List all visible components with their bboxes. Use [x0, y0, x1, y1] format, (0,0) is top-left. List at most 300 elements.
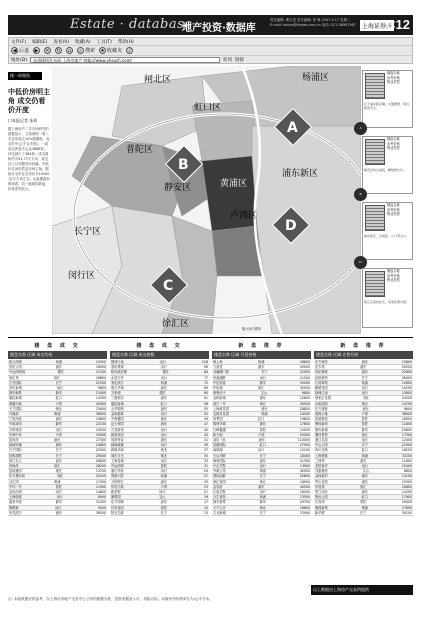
table-cell: 浦东 — [361, 360, 368, 364]
table-cell: 新梅共和 — [111, 448, 124, 453]
table-cell: 滨江一号 — [213, 401, 226, 406]
district-label: 闸北区 — [144, 75, 172, 85]
district-label: 长宁区 — [74, 227, 102, 237]
pin-letter: B — [178, 157, 189, 173]
table-cell: 中信泰富 — [213, 380, 226, 385]
listing-price: 参考价格 — [387, 207, 400, 212]
table-cell: 森林湖 — [213, 448, 223, 453]
table-cell: 28800 — [299, 406, 310, 411]
table-cell: 40500 — [299, 484, 310, 489]
listing-card[interactable] — [362, 70, 413, 128]
table-cell: 浦东 — [259, 396, 266, 401]
home-icon: ⌂ — [67, 48, 72, 54]
table-cell: 21500 — [95, 380, 106, 385]
listing-desc: 静安区核心地段，精装修交付。 — [364, 168, 407, 172]
table-row — [314, 511, 413, 516]
table-body — [212, 360, 311, 516]
table-cell: 浦东 — [258, 438, 265, 443]
table-cell: 普陀 — [259, 427, 266, 432]
table-cell: 12600 — [401, 380, 412, 385]
listing-card[interactable] — [362, 268, 413, 328]
table-cell: 浦东 — [361, 474, 368, 479]
table-cell: 16800 — [299, 505, 310, 510]
table-cell: 闵行 — [55, 427, 62, 432]
table-cell: 闸北 — [55, 406, 62, 411]
table-cell: 徐家汇花园 — [315, 396, 331, 401]
table-cell: 浦东 — [55, 443, 62, 448]
table-cell: 12500 — [95, 360, 106, 364]
table-cell: 闵行 — [160, 427, 168, 432]
forward-button[interactable] — [33, 47, 40, 54]
table-cell: 23400 — [95, 391, 106, 396]
table-cell: 13700 — [95, 469, 106, 474]
favorites-label: 收藏夹 — [107, 48, 123, 54]
table-cell: 闸北 — [259, 505, 266, 510]
table-cell: 普陀 — [57, 370, 64, 375]
table-cell: 22800 — [401, 370, 412, 375]
listing-card[interactable] — [362, 202, 413, 260]
table-cell: 金地格林 — [111, 412, 124, 417]
table-cell: 浦东 — [259, 422, 266, 427]
table-cell: 杨浦 — [259, 495, 266, 500]
table-cell: 33200 — [401, 453, 412, 458]
table-cell: 45 — [203, 427, 208, 432]
district-label: 徐汇区 — [162, 319, 190, 329]
table-cell: 漕河景苑 — [315, 432, 328, 437]
table-cell: 闵行 — [361, 386, 368, 391]
table-cell: 浦东 — [360, 365, 367, 370]
table-cell: 19800 — [299, 417, 310, 422]
column-body: 据上海房产二手市场研究的数据显示，上周城郊一周二手住房成交10%数据报。北京的中心(不含市郊)，一周成交涉及中心达3688套，环比减少了384套。成交面积约为31.77平方米，成交达上月同期有所回落。中低价位房仍然是市场主角。据统计全市住宅均价为14000元/平方米左右。从某楼盘价格来看，同一地段的新盘，价格差异较大。 — [8, 127, 50, 191]
search-icon: ⌕ — [77, 47, 84, 54]
table-cell: 23 — [203, 484, 208, 489]
table-cell: 12900 — [95, 484, 106, 489]
building-photo — [365, 139, 385, 165]
table-cell: 徐汇家园 — [213, 479, 226, 484]
masthead-title-cn: 地产投资·数据库 — [182, 23, 256, 34]
table-cell: 27500 — [299, 443, 310, 448]
table-cell: 27 — [203, 474, 208, 479]
table-cell: 锦绣江南 — [111, 360, 124, 364]
table-cell: 古北新城 — [213, 510, 226, 515]
table-cell: 长宁 — [261, 370, 268, 375]
map-credit: 版大师 制图 — [242, 327, 261, 331]
table-cell: 古美新苑 — [111, 427, 124, 432]
favorites-button[interactable] — [99, 47, 122, 54]
table-cell: 浦东 — [361, 479, 368, 484]
table-cell: 27600 — [401, 505, 412, 510]
menu-view[interactable]: 查看(V) — [53, 40, 70, 45]
table-cell: 上海滩花园 — [213, 406, 229, 411]
table-cell: 黄浦 — [361, 453, 368, 458]
column-article — [8, 66, 50, 334]
district-label: 虹口区 — [194, 103, 222, 113]
table-cell: 闸北 — [361, 401, 368, 406]
menu-edit[interactable]: 编辑(E) — [32, 40, 48, 45]
table-cell: 虹口 — [258, 417, 265, 422]
table-cell: 55 — [203, 406, 208, 411]
district-label: 卢湾区 — [230, 211, 258, 221]
table-cell: 浦东 — [55, 510, 62, 515]
table-cell: 普陀 — [361, 417, 368, 422]
table-cell: 65 — [203, 391, 208, 396]
table-cell: 星港国际 — [213, 443, 226, 448]
table-cell: 鲁迅公园 — [315, 495, 328, 500]
table-cell: 尚海湾 — [9, 464, 19, 469]
listing-name: 楼盘名称 — [387, 137, 400, 141]
table-cell: 世纪豪庭 — [315, 370, 328, 375]
address-bar — [9, 55, 412, 64]
table-cell: 中远两湾 — [111, 464, 124, 469]
menu-help[interactable]: 帮助(H) — [117, 40, 134, 45]
table-cell: 百汇园 — [9, 479, 19, 484]
table-cell: 锦绣华城 — [213, 422, 226, 427]
table-cell: 8800 — [403, 469, 412, 474]
menu-file[interactable]: 文件(F) — [11, 40, 27, 45]
table-cell: 中海馨园 — [111, 417, 124, 422]
table-cell: 城市月光 — [111, 453, 124, 458]
forward-icon: ▶ — [34, 48, 39, 54]
table-cell: 16800 — [299, 360, 310, 364]
table-cell: 中企艺墅 — [213, 464, 226, 469]
table-cell: 龙柏新村 — [315, 464, 328, 469]
table-cell: 17300 — [401, 432, 412, 437]
table-cell: 春申景城 — [111, 365, 124, 370]
table-cell: 绿城玫瑰 — [9, 443, 22, 448]
table-cell: 36500 — [95, 510, 106, 515]
toolbar — [9, 45, 412, 55]
table-cell: 浦东 — [258, 484, 265, 489]
table-header: 楼盘名称 区域 成交套数 — [110, 351, 209, 359]
district-label: 浦东新区 — [282, 169, 319, 179]
table-cell: 国际丽都 — [213, 474, 226, 479]
building-photo — [365, 205, 385, 231]
masthead — [8, 15, 413, 35]
listing-badge: D — [354, 256, 367, 269]
table-cell: 16200 — [299, 490, 310, 495]
table-cell: 45000 — [299, 365, 310, 370]
table-cell: 13900 — [299, 464, 310, 469]
table-cell: 47 — [203, 422, 208, 427]
table-cell: 翠湖天地 — [9, 401, 22, 406]
table-cell: 虹口 — [160, 401, 168, 406]
table-cell: 世纪公园 — [9, 365, 22, 370]
table-cell: 闸北 — [55, 469, 62, 474]
table-cell: 19800 — [95, 417, 106, 422]
table-cell: 凯德豪庭 — [315, 417, 328, 422]
table-cell: 星河湾 — [9, 438, 19, 443]
menu-favorites[interactable]: 收藏(A) — [75, 40, 91, 45]
table-body — [8, 360, 107, 516]
table-cell: 闵行 — [160, 432, 168, 437]
table-cell: 静安新城 — [315, 427, 328, 432]
district-label: 黄浦区 — [220, 179, 248, 189]
stop-button[interactable] — [44, 47, 51, 54]
table-cell: 杨浦 — [258, 360, 265, 364]
table-cell: 84 — [203, 370, 208, 375]
pin-letter: C — [163, 278, 174, 294]
table-cell: 浦江名邸 — [315, 438, 328, 443]
table-cell: 梅陇镇 — [9, 505, 19, 510]
table-cell: 闵行 — [160, 365, 168, 370]
table-cell: 静安 — [55, 500, 62, 505]
table-cell: 黄浦 — [54, 479, 61, 484]
table-cell: 复地雅园 — [9, 469, 22, 474]
back-icon: ◀ — [12, 48, 17, 54]
table-cell: 华侨城 — [213, 386, 223, 391]
table-cell: 浦东 — [362, 406, 369, 411]
listing-desc: 徐汇区高档住宅，景观资源丰富。 — [364, 300, 410, 304]
table-cell: 20800 — [401, 484, 412, 489]
table-cell: 110000 — [297, 438, 310, 443]
table-cell: 明天华城 — [111, 386, 124, 391]
table-cell: 中远两湾城 — [9, 370, 25, 375]
table-cell: 12800 — [299, 396, 310, 401]
table-cell: 29000 — [95, 453, 106, 458]
table-cell: 中凯城市 — [9, 422, 22, 427]
table-cell: 浦东 — [160, 396, 168, 401]
links-label[interactable]: 链接 — [234, 58, 244, 63]
pin-letter: D — [285, 218, 297, 234]
table-cell: 天山河畔 — [213, 453, 226, 458]
table-cell: 27500 — [95, 438, 106, 443]
table-cell: 黄浦 — [361, 505, 368, 510]
table-cell: 31 — [203, 464, 208, 469]
table-cell: 金色西郊 — [9, 490, 22, 495]
table-cell: 闵行 — [55, 490, 62, 495]
table-cell: 杨浦 — [160, 380, 168, 385]
table-cell: 阳光名都 — [111, 510, 124, 515]
table-cell: 永和丽园 — [315, 401, 328, 406]
district-map — [52, 66, 361, 334]
table-cell: 25600 — [401, 427, 412, 432]
listing-name: 楼盘名称 — [387, 269, 400, 273]
back-label: 后退 — [19, 48, 30, 54]
table-cell: 22100 — [95, 422, 106, 427]
table-body — [314, 360, 413, 516]
page-number: C12 — [386, 17, 410, 32]
table-cell: 万科假日 — [111, 479, 124, 484]
search-label: 搜索 — [85, 48, 96, 54]
table-cell: 25100 — [95, 474, 106, 479]
table-cell: 宝地东花园 — [213, 412, 229, 417]
table-cell: 浦江华侨 — [111, 469, 124, 474]
table-cell: 闵行 — [361, 464, 368, 469]
building-photo — [365, 271, 385, 297]
table-cell: 莘庄新城 — [9, 386, 22, 391]
table-cell: 128 — [201, 360, 208, 364]
table-cell: 浦东 — [160, 422, 168, 427]
table-cell: 浦东 — [361, 370, 368, 375]
table-cell: 闵行 — [159, 360, 167, 364]
table-cell: 16900 — [401, 417, 412, 422]
table-cell: 17 — [203, 500, 208, 505]
district-label: 闵行区 — [68, 271, 96, 281]
table-cell: 恒盛湖畔 — [213, 375, 226, 380]
table-cell: 14800 — [95, 490, 106, 495]
table-cell: 38000 — [95, 412, 106, 417]
table-cell: 长宁 — [361, 443, 368, 448]
table-cell: 长宁 — [259, 474, 266, 479]
table-cell: 水清木华 — [111, 375, 124, 380]
table-cell: 世茂滨江 — [9, 510, 22, 515]
table-cell: 26400 — [401, 375, 412, 380]
table-cell: 21300 — [299, 458, 310, 463]
table-cell: 虹桥源墅 — [9, 453, 22, 458]
footnote: 注: 本版数据仅供参考，以上海市房地产交易中心公布的数据为准，投资者据此入市，风险自担。本版所列价格单位为元/平方米。 — [8, 597, 213, 601]
table-cell: 花木苑 — [315, 365, 325, 370]
table-cell: 35000 — [299, 380, 310, 385]
table-cell: 15800 — [401, 360, 412, 364]
table-cell: 四季园 — [213, 417, 223, 422]
table-cell: 10200 — [401, 386, 412, 391]
table-cell: 滨江名人 — [9, 458, 22, 463]
table-cell: 张江汤臣 — [315, 490, 328, 495]
district-label: 普陀区 — [126, 145, 154, 155]
listing-price: 参考价格 — [387, 75, 400, 80]
table-cell: 11500 — [299, 375, 310, 380]
table-cell: 万里城 — [111, 391, 121, 396]
masthead-info-line: E-mail: house@lfnews.com.cn 电话: 021-38967567 — [270, 23, 356, 27]
table-cell: 58 — [203, 401, 208, 406]
table-cell: 20500 — [401, 365, 412, 370]
table-cell: 浦东 — [361, 490, 368, 495]
table-cell: 26600 — [95, 458, 106, 463]
table-cell: 徐汇 — [54, 375, 61, 380]
table-cell: 14700 — [401, 401, 412, 406]
menu-tools[interactable]: 工具(T) — [96, 40, 112, 45]
listing-badge: A — [354, 122, 367, 135]
table-cell: 77 — [203, 375, 208, 380]
table-column — [110, 340, 209, 591]
table-cell: 32000 — [299, 386, 310, 391]
table-cell: 新凯家园 — [111, 432, 124, 437]
table-cell: 15400 — [401, 464, 412, 469]
table-cell: 33000 — [95, 432, 106, 437]
table-cell: 30500 — [299, 401, 310, 406]
section-title: 新 盘 推 荐 — [238, 343, 285, 349]
table-cell: 静安 — [259, 380, 266, 385]
table-cell: 61 — [203, 396, 208, 401]
table-cell: 浦东 — [54, 438, 61, 443]
table-cell: 新华路 — [315, 510, 325, 515]
listing-price: 参考价格 — [387, 273, 400, 278]
table-cell: 长峰馨越 — [213, 427, 226, 432]
table-cell: 静安 — [361, 427, 368, 432]
table-cell: 18400 — [299, 453, 310, 458]
table-cell: 33 — [203, 458, 208, 463]
table-cell: 虹口 — [259, 443, 266, 448]
table-cell: 21900 — [401, 443, 412, 448]
table-cell: 新江湾城 — [9, 360, 22, 364]
table-cell: 同润菲诗 — [111, 438, 124, 443]
table-cell: 18900 — [299, 479, 310, 484]
listing-card[interactable] — [362, 136, 413, 194]
go-button[interactable]: 转到 — [222, 58, 232, 63]
table-cell: 宝山 — [362, 469, 369, 474]
column-tag: 楼一周聚焦 — [8, 72, 42, 80]
table-cell: 江湾翠苑 — [315, 380, 328, 385]
table-cell: 圣骊澳门苑 — [213, 370, 229, 375]
table-cell: 长宁 — [55, 453, 62, 458]
table-cell: 9800 — [97, 386, 106, 391]
table-cell: 普陀 — [159, 391, 166, 396]
table-cell: 卢湾 — [361, 412, 368, 417]
search-button[interactable] — [77, 47, 95, 54]
table-cell: 大宁山庄 — [213, 505, 226, 510]
table-cell: 12100 — [299, 448, 310, 453]
table-cell: 豫园新苑 — [315, 505, 328, 510]
refresh-button[interactable] — [55, 47, 62, 54]
table-cell: 罗山花苑 — [315, 479, 328, 484]
table-cell: 静安豪景 — [213, 500, 226, 505]
table-cell: 浦东 — [261, 406, 268, 411]
table-cell: 华庭苑 — [315, 484, 325, 489]
table-cell: 闵行 — [56, 495, 63, 500]
table-cell: 紫薇花园 — [315, 386, 328, 391]
table-cell: 浦东 — [55, 417, 62, 422]
table-cell: 共康雅苑 — [315, 469, 328, 474]
address-input[interactable]: 直通楼情发布网 上海房地产 http://www.yhsoch.com/ — [30, 57, 220, 63]
table-cell: 35 — [203, 453, 208, 458]
browser-window — [8, 37, 413, 64]
table-cell: 卢湾 — [160, 484, 168, 489]
table-cell: 13 — [203, 510, 208, 515]
table-cell: 15600 — [95, 406, 106, 411]
table-column — [314, 340, 413, 591]
table-cell: 14300 — [95, 396, 106, 401]
table-cell: 景瑞大院 — [111, 474, 124, 479]
table-cell: 金茂府 — [213, 484, 223, 489]
table-cell: 普陀 — [361, 422, 368, 427]
table-cell: 徐汇 — [259, 401, 266, 406]
star-icon: ★ — [100, 48, 105, 54]
table-cell: 东方城市 — [315, 360, 328, 364]
table-cell: 瑞虹新城 — [9, 396, 22, 401]
table-cell: 徐汇 — [57, 474, 64, 479]
back-button[interactable] — [11, 47, 29, 54]
table-column — [212, 340, 311, 591]
table-cell: 闵行 — [159, 490, 166, 495]
table-cell: 22000 — [299, 370, 310, 375]
listing-badge: B — [354, 188, 367, 201]
table-cell: 72 — [203, 380, 208, 385]
table-cell: 华润中央 — [9, 432, 22, 437]
table-cell: 18900 — [95, 365, 106, 370]
table-header: 楼盘名称 区域 在售均价 — [314, 351, 413, 359]
table-cell: 上海豪都 — [315, 453, 328, 458]
home-button[interactable] — [66, 47, 73, 54]
table-cell: 阳光威尼斯 — [111, 370, 127, 375]
table-cell: 45000 — [95, 401, 106, 406]
table-cell: 49 — [203, 417, 208, 422]
table-cell: 浦东 — [160, 386, 168, 391]
table-cell: 11200 — [95, 370, 106, 375]
media-button[interactable] — [126, 47, 133, 54]
table-cell: 9800 — [301, 391, 310, 396]
listing-name: 楼盘名称 — [387, 203, 400, 207]
table-cell: 虹口 — [55, 396, 62, 401]
table-cell: 静安 — [259, 500, 266, 505]
listing-type: 物业类型 — [387, 212, 400, 216]
table-cell: 静安 — [55, 422, 62, 427]
table-cell: 江南名墅 — [213, 490, 226, 495]
data-source-banner: 以上数据由上海房产交易所提供 — [311, 585, 413, 595]
table-cell: 证大家园 — [111, 422, 124, 427]
table-cell: 13800 — [401, 391, 412, 396]
table-cell: 浦东 — [259, 458, 266, 463]
table-cell: 大华锦绣 — [111, 406, 124, 411]
